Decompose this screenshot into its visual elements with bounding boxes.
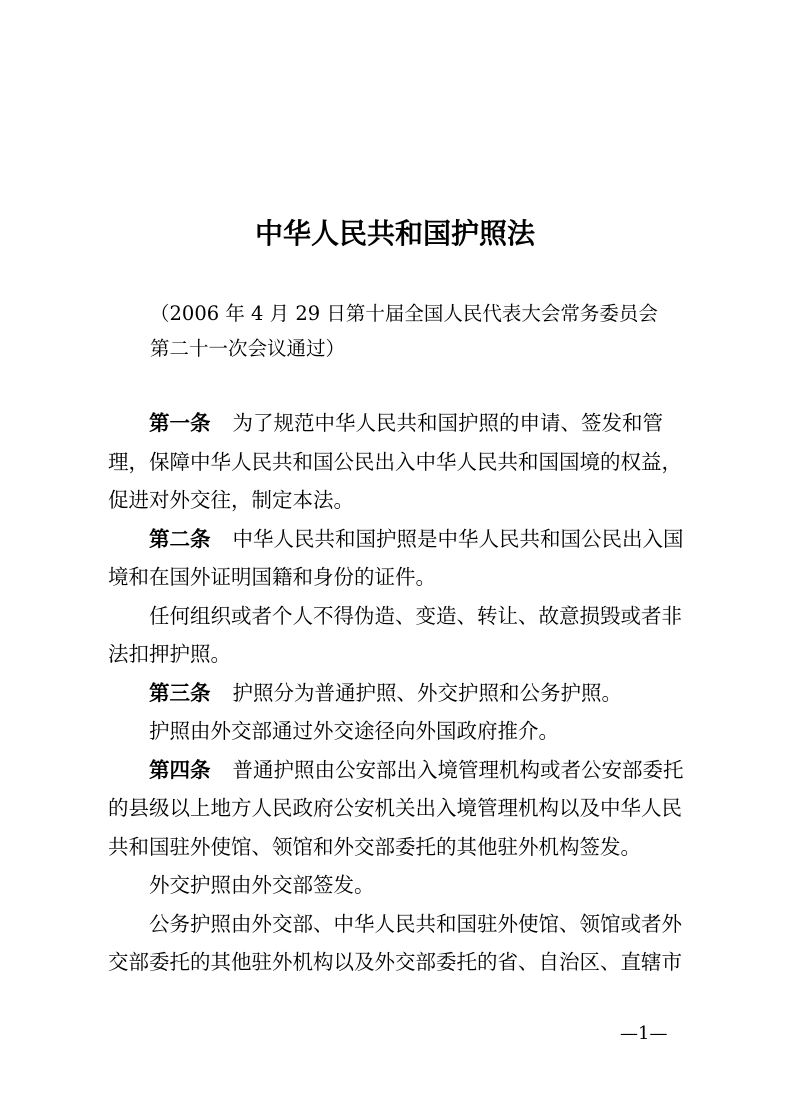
paragraph <box>108 520 700 597</box>
paragraph-text: 为了规范中华人民共和国护照的申请、签发和管理，保障中华人民共和国公民出入中华人民共和国国境的权益，促进对外交往，制定本法。 <box>108 411 682 512</box>
paragraph <box>108 712 700 751</box>
article-label: 第一条 <box>149 411 211 435</box>
paragraph <box>108 905 700 982</box>
document-subtitle: （2006 年 4 月 29 日第十届全国人民代表大会常务委员会第二十一次会议通过） <box>150 302 658 360</box>
paragraph-text: 公务护照由外交部、中华人民共和国驻外使馆、领馆或者外交部委托的其他驻外机构以及外交部委托的省、自治区、直辖市 <box>108 911 682 974</box>
paragraph-text: 护照分为普通护照、外交护照和公务护照。 <box>232 680 622 705</box>
paragraph-text: 外交护照由外交部签发。 <box>149 873 375 897</box>
paragraph <box>108 674 700 713</box>
page-number: —1— <box>620 1023 668 1044</box>
document-title: 中华人民共和国护照法 <box>254 217 535 250</box>
article-label: 第二条 <box>149 526 211 551</box>
document-body <box>108 404 700 982</box>
paragraph <box>108 597 700 674</box>
paragraph-text: 普通护照由公安部出入境管理机构或者公安部委托的县级以上地方人民政府公安机关出入境管理机构以及中华人民共和国驻外使馆、领馆和外交部委托的其他驻外机构签发。 <box>108 757 684 859</box>
paragraph <box>108 751 700 867</box>
article-label: 第四条 <box>149 757 211 782</box>
paragraph-text: 护照由外交部通过外交途径向外国政府推介。 <box>149 719 559 743</box>
paragraph-text: 任何组织或者个人不得伪造、变造、转让、故意损毁或者非法扣押护照。 <box>108 603 682 666</box>
paragraph <box>108 866 700 905</box>
paragraph-text: 中华人民共和国护照是中华人民共和国公民出入国境和在国外证明国籍和身份的证件。 <box>108 526 684 589</box>
paragraph <box>108 404 700 520</box>
article-label: 第三条 <box>149 680 211 705</box>
